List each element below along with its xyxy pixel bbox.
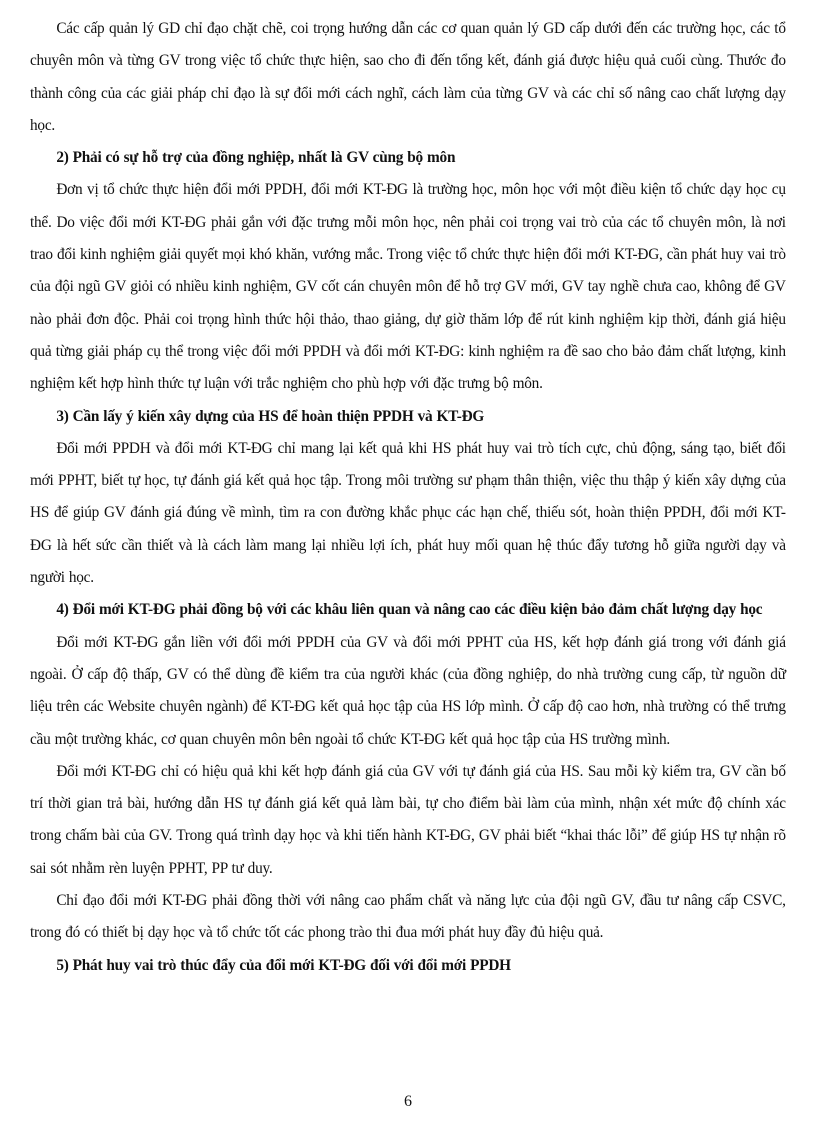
paragraph-section-4-c: Chỉ đạo đổi mới KT-ĐG phải đồng thời với nâng cao phẩm chất và năng lực của đội ngũ GV, đầu tư nâng cấp CSVC, trong đó có thiết bị dạy học và tổ chức tốt các phong trào thi đua mới phát huy đầy đủ hiệu quả. xyxy=(30,890,786,942)
paragraph-section-4-b: Đổi mới KT-ĐG chỉ có hiệu quả khi kết hợp đánh giá của GV với tự đánh giá của HS. Sau mỗi kỳ kiểm tra, GV cần bố trí thời gian trả bài, hướng dẫn HS tự đánh giá kết quả làm bài, tự cho điểm bài làm của mình, nhận xét mức độ chính xác trong chấm bài của GV. Trong quá trình dạy học và khi tiến hành KT-ĐG, GV phải biết “khai thác lỗi” để giúp HS tự nhận rõ sai sót nhằm rèn luyện PPHT, PP tư duy. xyxy=(30,760,786,877)
heading-section-4: 4) Đổi mới KT-ĐG phải đồng bộ với các khâu liên quan và nâng cao các điều kiện bảo đảm chất lượng dạy học xyxy=(56,599,763,619)
heading-section-3: 3) Cần lấy ý kiến xây dựng của HS để hoàn thiện PPDH và KT-ĐG xyxy=(56,405,485,425)
heading-section-5: 5) Phát huy vai trò thúc đẩy của đổi mới KT-ĐG đối với đổi mới PPDH xyxy=(56,954,511,974)
paragraph-section-2: Đơn vị tổ chức thực hiện đổi mới PPDH, đổi mới KT-ĐG là trường học, môn học với một điều kiện tổ chức dạy học cụ thể. Do việc đổi mới KT-ĐG phải gắn với đặc trưng mỗi môn học, nên phải coi trọng vai trò của các tổ chuyên môn, là nơi trao đổi kinh nghiệm giải quyết mọi khó khăn, vướng mắc. Trong việc tổ chức thực hiện đổi mới KT-ĐG, cần phát huy vai trò của đội ngũ GV giỏi có nhiều kinh nghiệm, GV cốt cán chuyên môn để hỗ trợ GV mới, GV tay nghề chưa cao, không để GV nào phải đơn độc. Phải coi trọng hình thức hội thảo, thao giảng, dự giờ thăm lớp để rút kinh nghiệm kịp thời, đánh giá hiệu quả từng giải pháp cụ thể trong việc đổi mới PPDH và đổi mới KT-ĐG: kinh nghiệm ra đề sao cho bảo đảm chất lượng, kinh nghiệm kết hợp hình thức tự luận với trắc nghiệm cho phù hợp với đặc trưng bộ môn. xyxy=(30,179,786,393)
page-number: 6 xyxy=(404,1093,412,1110)
paragraph-section-4-a: Đổi mới KT-ĐG gắn liền với đổi mới PPDH của GV và đổi mới PPHT của HS, kết hợp đánh giá trong với đánh giá ngoài. Ở cấp độ thấp, GV có thể dùng đề kiểm tra của người khác (của đồng nghiệp, do nhà trường cung cấp, từ nguồn dữ liệu trên các Website chuyên ngành) để KT-ĐG kết quả học tập của HS lớp mình. Ở cấp độ cao hơn, nhà trường có thể trưng cầu một trường khác, cơ quan chuyên môn bên ngoài tổ chức KT-ĐG kết quả học tập của HS trường mình. xyxy=(30,631,786,748)
paragraph-intro: Các cấp quản lý GD chỉ đạo chặt chẽ, coi trọng hướng dẫn các cơ quan quản lý GD cấp dưới đến các trường học, các tổ chuyên môn và từng GV trong việc tổ chức thực hiện, sao cho đi đến tổng kết, đánh giá được hiệu quả cuối cùng. Thước đo thành công của các giải pháp chỉ đạo là sự đổi mới cách nghĩ, cách làm của từng GV và các chỉ số nâng cao chất lượng dạy học. xyxy=(30,18,786,134)
heading-section-2: 2) Phải có sự hỗ trợ của đồng nghiệp, nhất là GV cùng bộ môn xyxy=(56,147,456,167)
paragraph-section-3: Đổi mới PPDH và đổi mới KT-ĐG chỉ mang lại kết quả khi HS phát huy vai trò tích cực, chủ động, sáng tạo, biết đổi mới PPHT, biết tự học, tự đánh giá kết quả học tập. Trong môi trường sư phạm thân thiện, việc thu thập ý kiến xây dựng của HS để giúp GV đánh giá đúng về mình, tìm ra con đường khắc phục các hạn chế, thiếu sót, hoàn thiện PPDH, đổi mới KT-ĐG là hết sức cần thiết và là cách làm mang lại nhiều lợi ích, phát huy mối quan hệ thúc đẩy tương hỗ giữa người dạy và người học. xyxy=(30,437,786,587)
